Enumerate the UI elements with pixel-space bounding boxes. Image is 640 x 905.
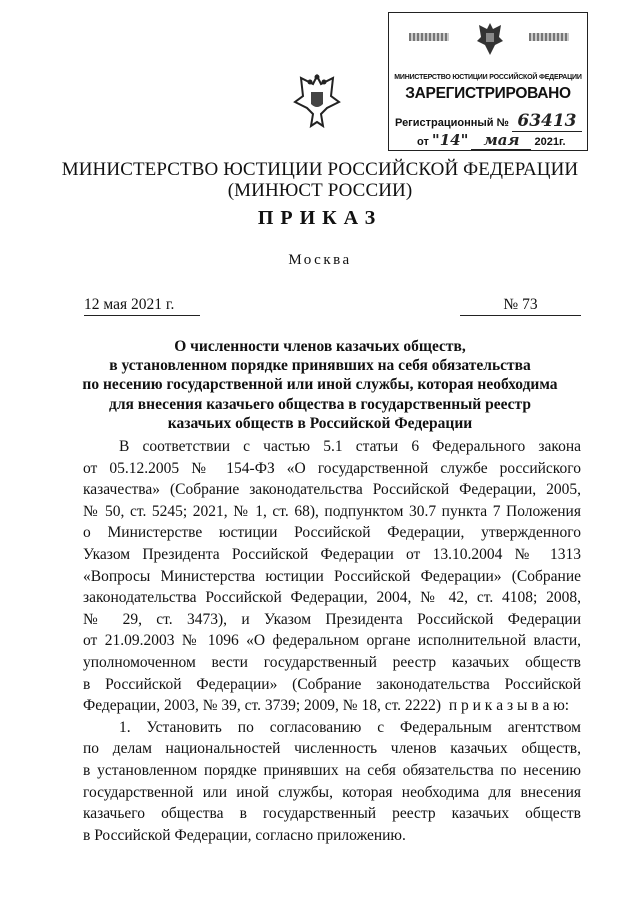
- ministry-name: МИНИСТЕРСТВО ЮСТИЦИИ РОССИЙСКОЙ ФЕДЕРАЦИИ: [61, 159, 579, 180]
- order-date: 12 мая 2021 г.: [84, 295, 200, 316]
- body-line: казачьего общества в государственный реестр казачьих обществ: [83, 805, 581, 823]
- stamp-status: ЗАРЕГИСТРИРОВАНО: [405, 85, 571, 102]
- ministry-title: [0, 159, 640, 201]
- body-line: казачества» (Собрание законодательства Российской Федерации, 2005,: [83, 481, 581, 499]
- body-line: в Российской Федерации, согласно приложению.: [83, 826, 406, 844]
- stamp-reg-number: 63413: [512, 111, 582, 132]
- registration-stamp: [388, 12, 588, 151]
- heading-line: для внесения казачьего общества в государственный реестр: [109, 395, 531, 413]
- body-line: уполномоченном вести государственный реестр казачьих обществ: [83, 653, 581, 671]
- order-number: № 73: [460, 295, 581, 316]
- order-heading: [0, 337, 640, 433]
- body-line: «Вопросы Министерства юстиции Российской Федерации» (Собрание: [83, 567, 581, 585]
- body-line: от 21.09.2003 № 1096 «О федеральном органе исполнительной власти,: [83, 632, 581, 650]
- city: Москва: [288, 252, 352, 268]
- body-line: государственной или иной службы, которая необходима для внесения: [83, 783, 581, 801]
- body-line: Указом Президента Российской Федерации от 13.10.2004 № 1313: [83, 545, 581, 563]
- body-line: 1. Установить по согласованию с Федеральным агентством: [119, 718, 581, 736]
- stamp-date-line: [417, 131, 566, 150]
- body-line: № 29, ст. 3473), и Указом Президента Российской Федерации: [83, 610, 581, 628]
- stamp-ministry: МИНИСТЕРСТВО ЮСТИЦИИ РОССИЙСКОЙ ФЕДЕРАЦИИ: [394, 74, 582, 81]
- stamp-ornament-right: [529, 33, 569, 41]
- coat-of-arms-icon: [475, 19, 505, 57]
- heading-line: по несению государственной или иной службы, которая необходима: [82, 376, 558, 394]
- coat-of-arms-emblem-icon: [293, 72, 341, 132]
- stamp-reg-line: [395, 111, 582, 132]
- body-line: Федерации, 2003, № 39, ст. 3739; 2009, № 18, ст. 2222) п р и к а з ы в а ю:: [83, 697, 570, 715]
- document-type: ПРИКАЗ: [257, 207, 383, 229]
- heading-line: в установленном порядке принявших на себя обязательства: [109, 357, 531, 375]
- body-line: о Министерстве юстиции Российской Федерации, утвержденного: [83, 524, 581, 542]
- stamp-date-year: 2021г.: [534, 136, 566, 148]
- body-line: В соответствии с частью 5.1 статьи 6 Федерального закона: [119, 438, 581, 455]
- body-line: в установленном порядке принявших на себя обязательства по несению: [83, 761, 581, 779]
- body-line: в Российской Федерации» (Собрание законодательства Российской: [83, 675, 581, 693]
- ministry-short-name: (МИНЮСТ РОССИИ): [227, 180, 413, 201]
- body-line: по делам национальностей численность членов казачьих обществ,: [83, 740, 581, 758]
- heading-line: О численности членов казачьих обществ,: [174, 338, 466, 355]
- stamp-date-month: мая: [471, 131, 531, 150]
- stamp-date-prefix: от: [417, 136, 429, 148]
- body-line: от 05.12.2005 № 154-ФЗ «О государственной службе российского: [83, 459, 581, 477]
- order-body: [83, 436, 581, 846]
- stamp-ornament-left: [409, 33, 449, 41]
- stamp-date-day: "14": [431, 131, 469, 149]
- body-line: № 50, ст. 5245; 2021, № 1, ст. 68), подпунктом 30.7 пункта 7 Положения: [83, 502, 581, 520]
- heading-line: казачьих обществ в Российской Федерации: [167, 414, 473, 432]
- body-line: законодательства Российской Федерации, 2004, № 42, ст. 4108; 2008,: [83, 589, 581, 607]
- stamp-reg-label: Регистрационный №: [395, 117, 509, 129]
